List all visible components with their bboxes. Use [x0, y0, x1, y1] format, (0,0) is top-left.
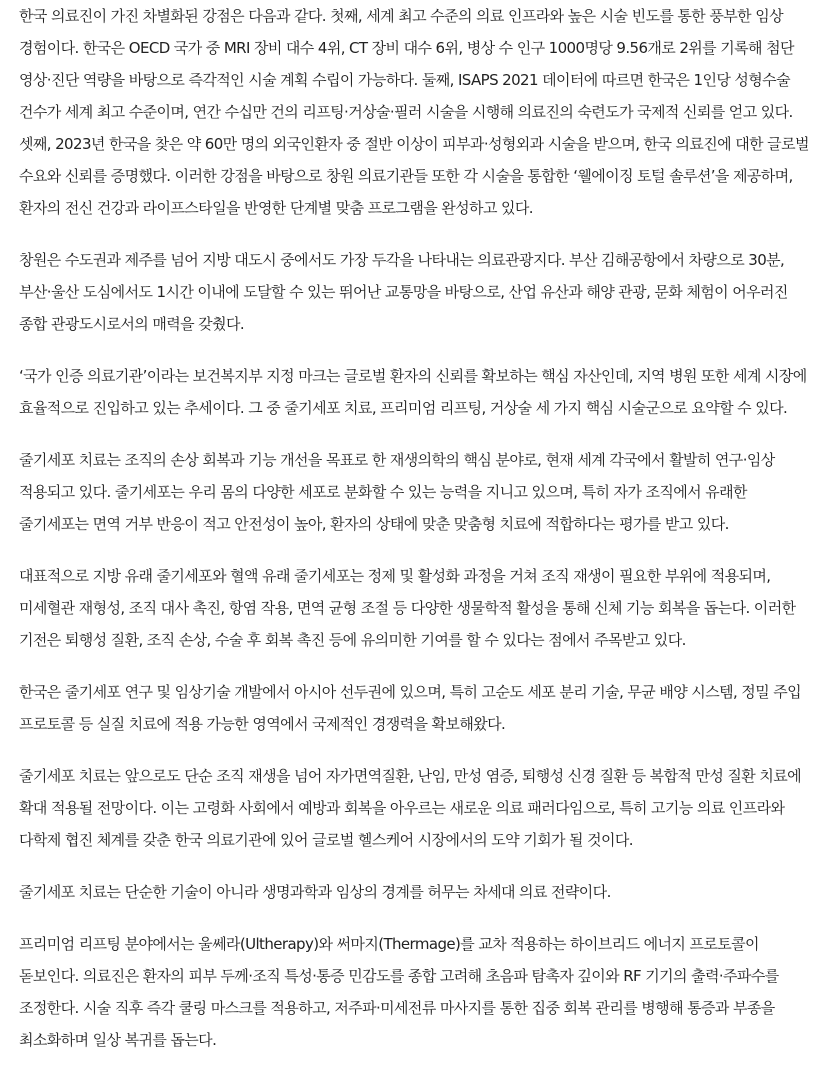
article-body: [19, 0, 816, 1076]
paragraph-korean-medical-strengths: 한국 의료진이 가진 차별화된 강점은 다음과 같다. 첫째, 세계 최고 수준의 의료 인프라와 높은 시술 빈도를 통한 풍부한 임상 경험이다. 한국은 OECD 국가 중 MRI 장비 대수 4위, CT 장비 대수 6위, 병상 수 인구 1000명당 9.56개로 2위를 기록해 첨단 영상·진단 역량을 바탕으로 즉각적인 시술 계획 수립이 가능하다. 둘째, ISAPS 2021 데이터에 따르면 한국은 1인당 성형수술 건수가 세계 최고 수준이며, 연간 수십만 건의 리프팅·거상술·필러 시술을 시행해 의료진의 숙련도가 국제적 신뢰를 얻고 있다. 셋째, 2023년 한국을 찾은 약 60만 명의 외국인환자 중 절반 이상이 피부과·성형외과 시술을 받으며, 한국 의료진에 대한 글로벌 수요와 신뢰를 증명했다. 이러한 강점을 바탕으로 창원 의료기관들 또한 각 시술을 통합한 ‘웰에이징 토털 솔루션’을 제공하며, 환자의 전신 건강과 라이프스타일을 반영한 단계별 맞춤 프로그램을 완성하고 있다.: [19, 7, 809, 217]
paragraph-stem-cell-outlook: 줄기세포 치료는 앞으로도 단순 조직 재생을 넘어 자가면역질환, 난임, 만성 염증, 퇴행성 신경 질환 등 복합적 만성 질환 치료에 확대 적용될 전망이다. 이는 고령화 사회에서 예방과 회복을 아우르는 새로운 의료 패러다임으로, 특히 고기능 의료 인프라와 다학제 협진 체계를 갖춘 한국 의료기관에 있어 글로벌 헬스케어 시장에서의 도약 기회가 될 것이다.: [19, 767, 802, 849]
paragraph-changwon-medical-tourism: 창원은 수도권과 제주를 넘어 지방 대도시 중에서도 가장 두각을 나타내는 의료관광지다. 부산 김해공항에서 차량으로 30분, 부산·울산 도심에서도 1시간 이내에 도달할 수 있는 뛰어난 교통망을 바탕으로, 산업 유산과 해양 관광, 문화 체험이 어우러진 종합 관광도시로서의 매력을 갖췄다.: [19, 251, 788, 333]
paragraph-national-certification: ‘국가 인증 의료기관’이라는 보건복지부 지정 마크는 글로벌 환자의 신뢰를 확보하는 핵심 자산인데, 지역 병원 또한 세계 시장에 효율적으로 진입하고 있는 추세이다. 그 중 줄기세포 치료, 프리미엄 리프팅, 거상술 세 가지 핵심 시술군으로 요약할 수 있다.: [19, 367, 807, 417]
paragraph-korea-stem-cell-leadership: 한국은 줄기세포 연구 및 임상기술 개발에서 아시아 선두권에 있으며, 특히 고순도 세포 분리 기술, 무균 배양 시스템, 정밀 주입 프로토콜 등 실질 치료에 적용 가능한 영역에서 국제적인 경쟁력을 확보해왔다.: [19, 683, 802, 733]
paragraph-stem-cell-strategy: 줄기세포 치료는 단순한 기술이 아니라 생명과학과 임상의 경계를 허무는 차세대 의료 전략이다.: [19, 883, 611, 901]
paragraph-premium-lifting: 프리미엄 리프팅 분야에서는 울쎄라(Ultherapy)와 써마지(Thermage)를 교차 적용하는 하이브리드 에너지 프로토콜이 돋보인다. 의료진은 환자의 피부 두께·조직 특성·통증 민감도를 종합 고려해 초음파 탐촉자 깊이와 RF 기기의 출력·주파수를 조정한다. 시술 직후 즉각 쿨링 마스크를 적용하고, 저주파·미세전류 마사지를 통한 집중 회복 관리를 병행해 통증과 부종을 최소화하며 일상 복귀를 돕는다.: [19, 935, 779, 1049]
paragraph-stem-cell-mechanism: 대표적으로 지방 유래 줄기세포와 혈액 유래 줄기세포는 정제 및 활성화 과정을 거쳐 조직 재생이 필요한 부위에 적용되며, 미세혈관 재형성, 조직 대사 촉진, 항염 작용, 면역 균형 조절 등 다양한 생물학적 활성을 통해 신체 기능 회복을 돕는다. 이러한 기전은 퇴행성 질환, 조직 손상, 수술 후 회복 촉진 등에 유의미한 기여를 할 수 있다는 점에서 주목받고 있다.: [19, 567, 796, 649]
paragraph-stem-cell-overview: 줄기세포 치료는 조직의 손상 회복과 기능 개선을 목표로 한 재생의학의 핵심 분야로, 현재 세계 각국에서 활발히 연구·임상 적용되고 있다. 줄기세포는 우리 몸의 다양한 세포로 분화할 수 있는 능력을 지니고 있으며, 특히 자가 조직에서 유래한 줄기세포는 면역 거부 반응이 적고 안전성이 높아, 환자의 상태에 맞춘 맞춤형 치료에 적합하다는 평가를 받고 있다.: [19, 451, 775, 533]
